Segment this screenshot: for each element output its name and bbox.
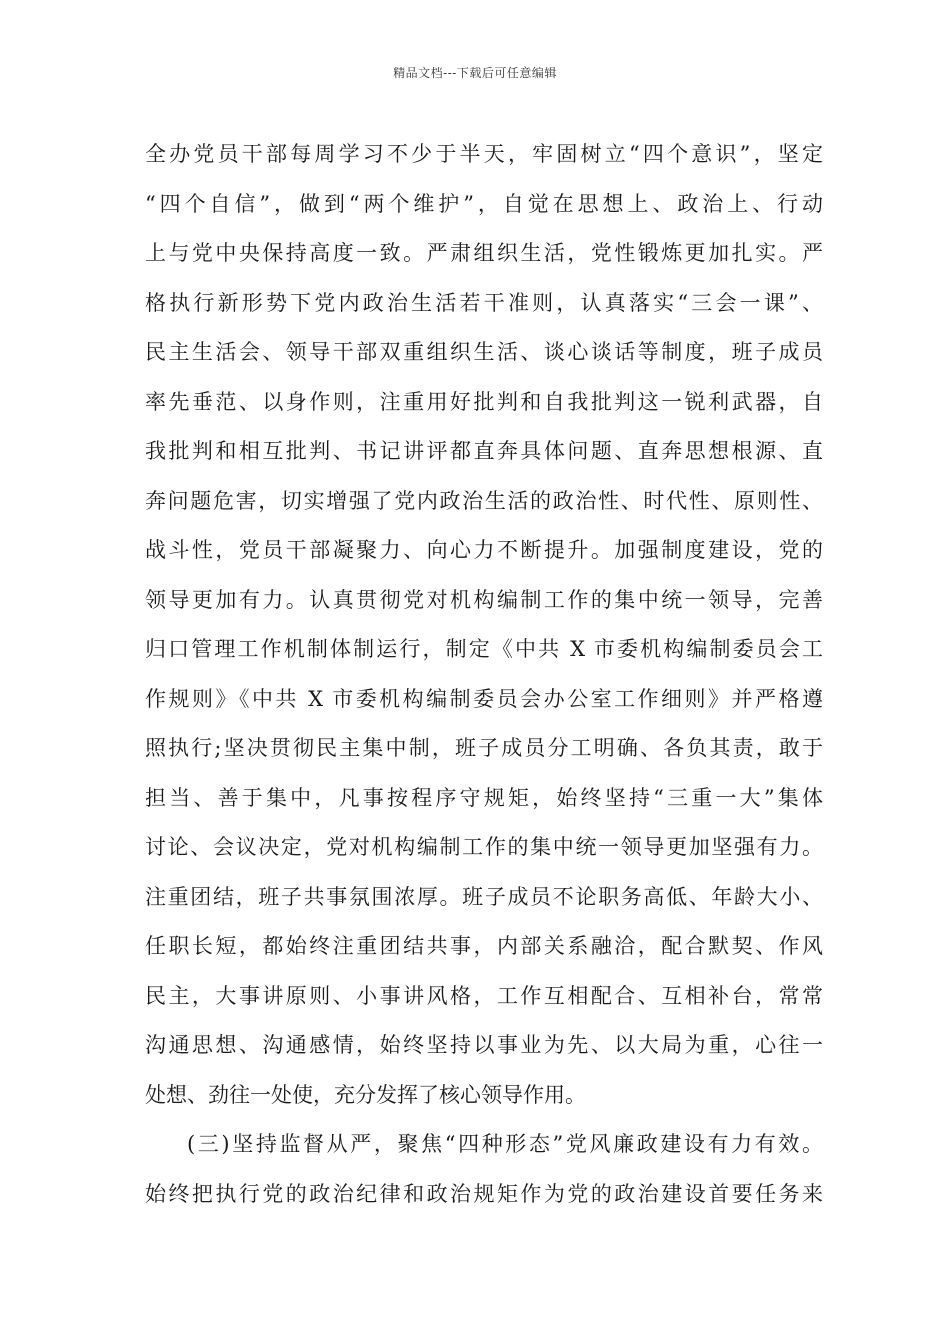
page-header: 精品文档---下载后可任意编辑 xyxy=(393,66,557,80)
document-body xyxy=(145,130,823,1219)
text-line: “四个自信”，做到“两个维护”，自觉在思想上、政治上、行动 xyxy=(145,191,823,216)
text-line: 任职长短，都始终注重团结共事，内部关系融洽，配合默契、作风 xyxy=(145,934,823,958)
text-line: 全办党员干部每周学习不少于半天，牢固树立“四个意识”，坚定 xyxy=(145,142,823,166)
text-line: 始终把执行党的政治纪律和政治规矩作为党的政治建设首要任务来 xyxy=(145,1181,823,1206)
text-line: 民主，大事讲原则、小事讲风格，工作互相配合、互相补台，常常 xyxy=(145,983,823,1008)
text-line: 战斗性，党员干部凝聚力、向心力不断提升。加强制度建设，党的 xyxy=(145,538,823,562)
text-line: 奔问题危害，切实增强了党内政治生活的政治性、时代性、原则性、 xyxy=(145,488,823,513)
text-line: 讨论、会议决定，党对机构编制工作的集中统一领导更加坚强有力。 xyxy=(145,835,823,859)
text-line: 注重团结，班子共事氛围浓厚。班子成员不论职务高低、年龄大小、 xyxy=(145,884,823,909)
text-line: 上与党中央保持高度一致。严肃组织生活，党性锻炼更加扎实。严 xyxy=(145,241,823,265)
text-line: 照执行;坚决贯彻民主集中制，班子成员分工明确、各负其责，敢于 xyxy=(145,736,823,760)
text-line: 归口管理工作机制体制运行，制定《中共 X 市委机构编制委员会工 xyxy=(145,637,823,661)
text-line: 我批判和相互批判、书记讲评都直奔具体问题、直奔思想根源、直 xyxy=(145,439,823,463)
text-line: 处想、劲往一处使，充分发挥了核心领导作用。 xyxy=(145,1082,586,1107)
text-line: 民主生活会、领导干部双重组织生活、谈心谈话等制度，班子成员 xyxy=(145,340,823,364)
section-heading-line: (三)坚持监督从严，聚焦“四种形态”党风廉政建设有力有效。 xyxy=(187,1132,823,1156)
text-line: 沟通思想、沟通感情，始终坚持以事业为先、以大局为重，心往一 xyxy=(145,1033,823,1057)
text-line: 作规则》《中共 X 市委机构编制委员会办公室工作细则》并严格遵 xyxy=(145,686,823,711)
text-line: 率先垂范、以身作则，注重用好批判和自我批判这一锐利武器，自 xyxy=(145,389,823,414)
text-line: 担当、善于集中，凡事按程序守规矩，始终坚持“三重一大”集体 xyxy=(145,785,823,810)
text-line: 格执行新形势下党内政治生活若干准则，认真落实“三会一课”、 xyxy=(145,290,823,315)
text-line: 领导更加有力。认真贯彻党对机构编制工作的集中统一领导，完善 xyxy=(145,587,823,612)
